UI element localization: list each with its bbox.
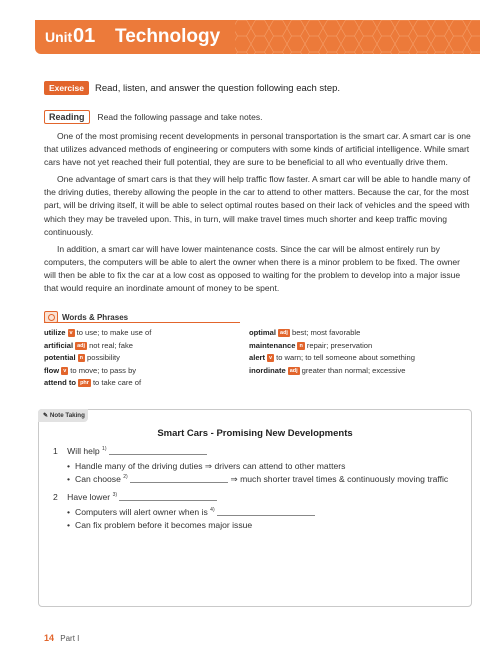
note-taking-tab: ✎ Note Taking bbox=[38, 409, 88, 422]
passage-paragraph: One of the most promising recent developments in personal transportation is the smart car. A smart car is one that utilizes advanced methods of engineering or computers with some kinds of artificial intelligence. While smart cars have not yet reached their full potential, they are sure to be beneficial to all who eventually drive them. bbox=[44, 131, 471, 168]
blank-number: 2) bbox=[123, 474, 128, 481]
answer-blank-4[interactable] bbox=[217, 507, 315, 516]
vocab-word: utilize bbox=[44, 328, 66, 337]
vocab-column-left bbox=[44, 327, 151, 390]
vocab-definition: to move; to pass by bbox=[70, 365, 137, 375]
vocab-definition: possibility bbox=[87, 353, 120, 363]
bullet-icon: • bbox=[67, 507, 71, 517]
vocab-definition: not real; fake bbox=[89, 340, 133, 350]
vocab-word: attend to bbox=[44, 378, 77, 388]
bullet-icon: • bbox=[67, 520, 71, 530]
vocab-word: inordinate bbox=[249, 365, 286, 375]
unit-header-banner bbox=[35, 20, 480, 54]
note-bullet-text: Can choose bbox=[75, 474, 121, 484]
answer-blank-1[interactable] bbox=[109, 446, 207, 455]
bullet-icon: • bbox=[67, 461, 71, 471]
vocab-entry bbox=[249, 327, 415, 340]
vocab-word: maintenance bbox=[249, 340, 296, 350]
bullet-icon: • bbox=[67, 474, 71, 484]
vocab-column-right bbox=[249, 327, 415, 377]
page-number: 14 bbox=[44, 633, 55, 643]
reading-passage bbox=[44, 130, 472, 299]
page-footer bbox=[44, 633, 79, 643]
divider bbox=[44, 322, 240, 323]
note-bullet bbox=[67, 507, 315, 517]
vocab-entry bbox=[44, 340, 151, 353]
vocab-definition: to warn; to tell someone about something bbox=[276, 353, 415, 363]
vocab-word: alert bbox=[249, 353, 266, 363]
vocab-definition: to take care of bbox=[92, 378, 142, 388]
vocab-definition: to use; to make use of bbox=[76, 328, 152, 337]
vocab-definition: best; most favorable bbox=[291, 328, 361, 337]
pos-badge: n bbox=[299, 342, 303, 349]
vocab-entry bbox=[249, 365, 415, 378]
pos-badge: n bbox=[79, 355, 84, 362]
note-bullet-text: ⇒ much shorter travel times & continuously moving traffic bbox=[230, 474, 449, 484]
note-taking-label: Note Taking bbox=[49, 412, 85, 419]
unit-title: Technology bbox=[115, 26, 221, 47]
note-item-1 bbox=[53, 446, 207, 456]
part-number: I bbox=[77, 634, 80, 643]
note-bullet bbox=[67, 474, 448, 485]
exercise-instruction: Read, listen, and answer the question following each step. bbox=[94, 82, 341, 94]
vocab-entry bbox=[44, 352, 151, 365]
reading-row bbox=[44, 110, 262, 124]
answer-blank-3[interactable] bbox=[119, 492, 217, 501]
reading-instruction: Read the following passage and take notes. bbox=[97, 112, 263, 122]
note-bullet bbox=[67, 520, 252, 530]
blank-number: 3) bbox=[112, 492, 118, 499]
vocab-entry bbox=[44, 365, 151, 378]
note-item-text: Will help bbox=[67, 446, 100, 456]
unit-label: Unit bbox=[45, 29, 73, 45]
exercise-tag: Exercise bbox=[44, 81, 89, 95]
passage-paragraph: In addition, a smart car will have lower maintenance costs. Since the car will be almost entirely run by computers, the computers will be able to alert the owner when there is a minor problem to be fixed. The owner will then be able to fix the car at a low cost as opposed to waiting for the problem to develop into a major issue that would require an inordinate amount of money to be spent. bbox=[44, 243, 461, 294]
note-item-text: Have lower bbox=[67, 492, 111, 502]
vocab-entry bbox=[249, 340, 415, 353]
hexagon-pattern bbox=[35, 20, 480, 54]
vocab-entry bbox=[44, 327, 151, 340]
vocab-word: potential bbox=[44, 353, 76, 363]
vocab-word: artificial bbox=[44, 340, 74, 350]
vocab-entry bbox=[249, 352, 415, 365]
vocab-entry bbox=[44, 377, 151, 390]
note-title: Smart Cars - Promising New Developments bbox=[157, 428, 353, 439]
vocab-word: optimal bbox=[249, 328, 277, 337]
exercise-row bbox=[44, 81, 340, 95]
vocab-definition: greater than normal; excessive bbox=[301, 365, 406, 375]
note-item-2 bbox=[53, 492, 217, 502]
part-label: Part bbox=[60, 634, 75, 643]
note-bullet-text: Computers will alert owner when is bbox=[75, 507, 208, 517]
vocab-word: flow bbox=[44, 365, 60, 375]
pos-badge: adj bbox=[280, 330, 288, 336]
blank-number: 1) bbox=[102, 446, 107, 453]
pos-badge: phr bbox=[80, 380, 89, 387]
pos-badge: adj bbox=[289, 367, 298, 374]
words-phrases-title: Words & Phrases bbox=[62, 312, 129, 322]
note-bullet bbox=[67, 461, 345, 472]
pos-badge: v bbox=[69, 330, 73, 336]
pos-badge: v bbox=[269, 355, 273, 362]
blank-number: 4) bbox=[210, 507, 215, 514]
passage-paragraph: One advantage of smart cars is that they will help traffic flow faster. A smart car will be able to handle many of the driving duties, thereby allowing the people in the car to attend to other matters. Because the car, for the most part, will be driving itself, it will be able to select optimal routes based on their lack of vehicles and the speed with which they may be traveled upon. This, in turn, will make travel times much shorter and keep traffic moving continuously. bbox=[44, 174, 471, 237]
unit-number: 01 bbox=[73, 25, 96, 47]
pos-badge: adj bbox=[77, 342, 86, 349]
note-bullet-text: Can fix problem before it becomes major issue bbox=[75, 520, 253, 530]
note-item-number: 2 bbox=[53, 492, 58, 502]
note-item-number: 1 bbox=[53, 446, 58, 456]
note-bullet-text: Handle many of the driving duties ⇒ drivers can attend to other matters bbox=[75, 461, 346, 471]
answer-blank-2[interactable] bbox=[130, 474, 228, 483]
vocab-definition: repair; preservation bbox=[306, 340, 373, 350]
reading-tag: Reading bbox=[44, 110, 90, 124]
pos-badge: v bbox=[63, 367, 67, 374]
